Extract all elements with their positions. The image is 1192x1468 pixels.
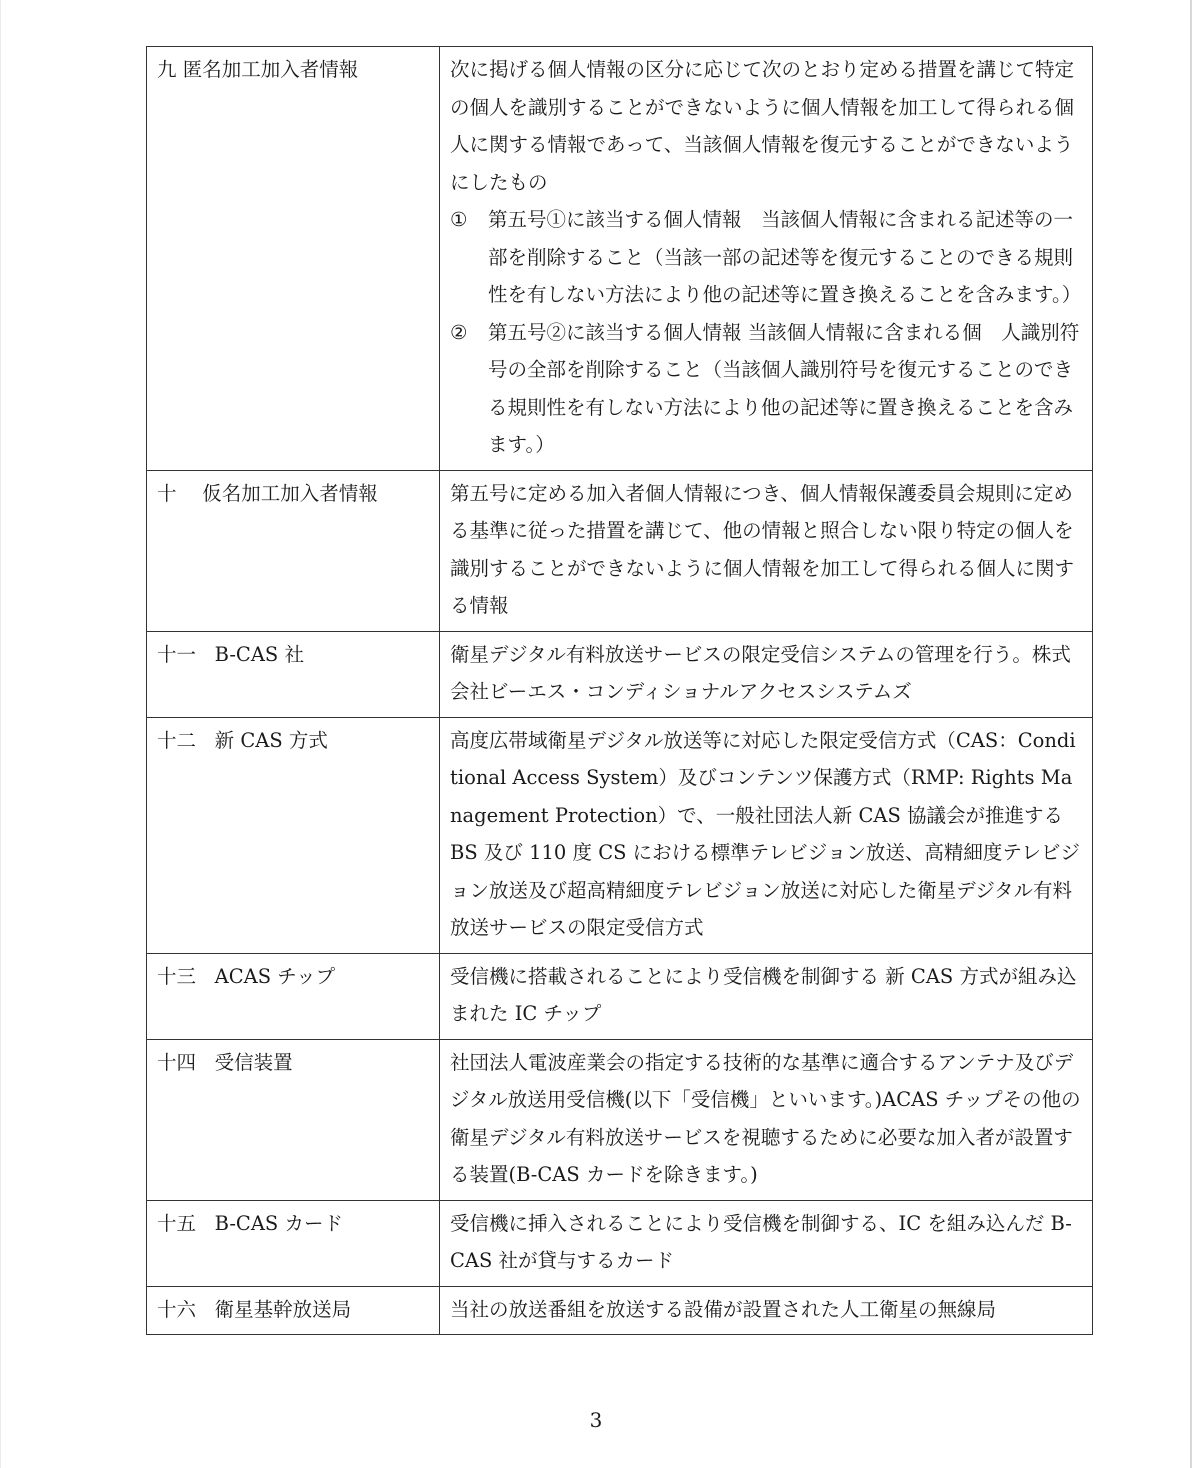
term-number: 十六 bbox=[157, 1297, 197, 1321]
definition-cell bbox=[440, 631, 1093, 717]
definition-cell bbox=[440, 470, 1093, 631]
list-item bbox=[450, 314, 1082, 464]
definition-text: 次に掲げる個人情報の区分に応じて次のとおり定める措置を講じて特定の個人を識別することができないように個人情報を加工して得られる個人に関する情報であって、当該個人情報を復元することができないようにしたもの bbox=[450, 58, 1075, 194]
table-row bbox=[147, 470, 1093, 631]
table-row bbox=[147, 953, 1093, 1039]
table-row bbox=[147, 47, 1093, 471]
definition-cell bbox=[440, 953, 1093, 1039]
item-marker: ① bbox=[450, 208, 468, 231]
definition-text: 高度広帯域衛星デジタル放送等に対応した限定受信方式（CAS：Conditional Access System）及びコンテンツ保護方式（RMP: Rights Management Protection）で、一般社団法人新 CAS 協議会が推進する BS 及び 110 度 CS における標準テレビジョン放送、高精細度テレビジョン放送及び超高精細度テレビジョン放送に対応した衛星デジタル有料放送サービスの限定受信方式 bbox=[450, 728, 1081, 939]
term-label: 匿名加工加入者情報 bbox=[182, 58, 359, 81]
term-cell bbox=[147, 953, 440, 1039]
definition-cell bbox=[440, 1039, 1093, 1200]
term-label: B-CAS 社 bbox=[214, 642, 304, 666]
term-cell bbox=[147, 47, 440, 471]
definition-cell bbox=[440, 47, 1093, 471]
definition-cell bbox=[440, 717, 1093, 953]
term-cell bbox=[147, 717, 440, 953]
page-number: 3 bbox=[589, 1408, 603, 1432]
term-cell bbox=[147, 1039, 440, 1200]
item-text: 第五号①に該当する個人情報 当該個人情報に含まれる記述等の一部を削除すること（当該一部の記述等を復元することのできる規則性を有しない方法により他の記述等に置き換えることを含みます。） bbox=[488, 208, 1082, 306]
term-number: 十二 bbox=[157, 728, 197, 752]
list-item bbox=[450, 201, 1082, 314]
term-label: 仮名加工加入者情報 bbox=[202, 481, 378, 505]
term-cell bbox=[147, 470, 440, 631]
term-cell bbox=[147, 1286, 440, 1335]
table-row bbox=[147, 631, 1093, 717]
term-number: 十 bbox=[157, 481, 197, 505]
definitions-table bbox=[146, 46, 1093, 1335]
item-text: 第五号②に該当する個人情報 当該個人情報に含まれる個 人識別符号の全部を削除すること（当該個人識別符号を復元することのできる規則性を有しない方法により他の記述等に置き換えることを含みます。） bbox=[488, 320, 1080, 456]
table-row bbox=[147, 717, 1093, 953]
definition-text: 当社の放送番組を放送する設備が設置された人工衛星の無線局 bbox=[450, 1297, 997, 1321]
term-label: B-CAS カード bbox=[214, 1211, 343, 1235]
term-label: 新 CAS 方式 bbox=[214, 728, 328, 752]
table-row bbox=[147, 1200, 1093, 1286]
definition-text: 受信機に挿入されることにより受信機を制御する、IC を組み込んだ B-CAS 社が貸与するカード bbox=[450, 1211, 1072, 1272]
definition-text: 社団法人電波産業会の指定する技術的な基準に適合するアンテナ及びデジタル放送用受信機(以下「受信機」といいます。)ACAS チップその他の衛星デジタル有料放送サービスを視聴するために必要な加入者が設置する装置(B-CAS カードを除きます。) bbox=[450, 1050, 1081, 1186]
definition-item-list bbox=[450, 201, 1082, 464]
term-label: ACAS チップ bbox=[214, 964, 336, 988]
definition-text: 受信機に搭載されることにより受信機を制御する 新 CAS 方式が組み込まれた IC チップ bbox=[450, 964, 1077, 1025]
definition-cell bbox=[440, 1200, 1093, 1286]
definition-cell bbox=[440, 1286, 1093, 1335]
term-label: 受信装置 bbox=[214, 1050, 293, 1074]
term-number: 十一 bbox=[157, 642, 197, 666]
term-number: 九 bbox=[157, 58, 177, 81]
item-marker: ② bbox=[450, 320, 468, 344]
term-cell bbox=[147, 631, 440, 717]
term-label: 衛星基幹放送局 bbox=[214, 1297, 352, 1321]
definition-text: 第五号に定める加入者個人情報につき、個人情報保護委員会規則に定める基準に従った措置を講じて、他の情報と照合しない限り特定の個人を識別することができないように個人情報を加工して得られる個人に関する情報 bbox=[450, 481, 1075, 617]
term-cell bbox=[147, 1200, 440, 1286]
definition-text: 衛星デジタル有料放送サービスの限定受信システムの管理を行う。株式会社ビーエス・コンディショナルアクセスシステムズ bbox=[450, 642, 1071, 703]
table-row bbox=[147, 1039, 1093, 1200]
term-number: 十三 bbox=[157, 964, 197, 988]
page-edge-left bbox=[0, 0, 1, 1468]
table-row bbox=[147, 1286, 1093, 1335]
term-number: 十五 bbox=[157, 1211, 197, 1235]
term-number: 十四 bbox=[157, 1050, 197, 1074]
